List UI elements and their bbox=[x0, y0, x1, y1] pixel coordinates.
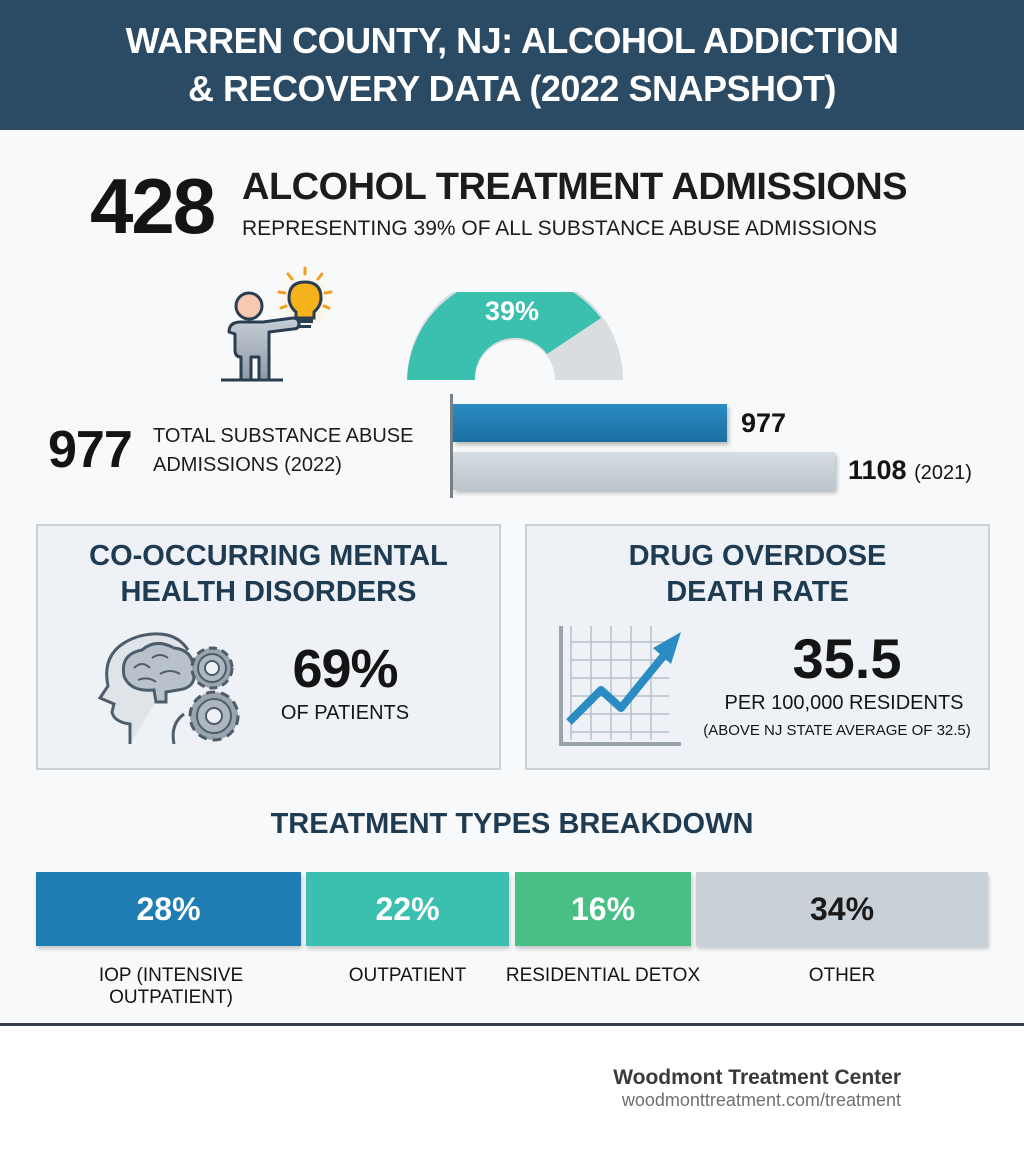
total-admissions-label-line1: TOTAL SUBSTANCE ABUSE bbox=[153, 425, 414, 447]
total-admissions-count: 977 bbox=[48, 421, 132, 479]
overdose-rate-unit: PER 100,000 RESIDENTS bbox=[724, 692, 964, 714]
bar-2022-value: 977 bbox=[741, 408, 787, 438]
bar-2021-year: (2021) bbox=[914, 462, 972, 484]
rising-chart-icon bbox=[557, 624, 691, 748]
header-banner bbox=[0, 0, 1024, 130]
label-residential-detox: RESIDENTIAL DETOX bbox=[505, 965, 701, 986]
gauge-percent-label: 39% bbox=[484, 296, 540, 326]
overdose-title-line1: DRUG OVERDOSE bbox=[628, 540, 887, 572]
mental-health-title-line1: CO-OCCURRING MENTAL bbox=[89, 540, 448, 572]
footer-org-name: Woodmont Treatment Center bbox=[613, 1066, 901, 1089]
footer-url[interactable]: woodmonttreatment.com/treatment bbox=[621, 1090, 901, 1110]
treatment-types-title: TREATMENT TYPES BREAKDOWN bbox=[270, 808, 754, 840]
bar-2021-value bbox=[848, 455, 972, 486]
overdose-card bbox=[525, 524, 990, 770]
label-other: OTHER bbox=[808, 965, 876, 986]
title-line-1: WARREN COUNTY, NJ: ALCOHOL ADDICTION bbox=[125, 20, 899, 61]
segment-residential-detox: 16% bbox=[515, 872, 691, 946]
title-line-2: & RECOVERY DATA (2022 SNAPSHOT) bbox=[188, 68, 836, 109]
person-lightbulb-icon bbox=[215, 262, 340, 384]
bar-2021 bbox=[453, 452, 835, 490]
bar-2022 bbox=[453, 404, 727, 442]
mental-health-percent: 69% bbox=[292, 639, 398, 699]
alcohol-admissions-count: 428 bbox=[90, 162, 215, 250]
label-iop: IOP (INTENSIVE OUTPATIENT) bbox=[98, 965, 244, 1008]
mental-health-subtitle: OF PATIENTS bbox=[280, 702, 410, 724]
overdose-rate: 35.5 bbox=[792, 627, 902, 690]
label-outpatient: OUTPATIENT bbox=[348, 965, 467, 986]
overdose-rate-note: (ABOVE NJ STATE AVERAGE OF 32.5) bbox=[703, 722, 971, 739]
mental-health-title bbox=[38, 538, 499, 610]
segment-other: 34% bbox=[696, 872, 988, 946]
overdose-title bbox=[527, 538, 988, 610]
mental-health-title-line2: HEALTH DISORDERS bbox=[120, 576, 417, 608]
overdose-title-line2: DEATH RATE bbox=[666, 576, 849, 608]
total-admissions-label-line2: ADMISSIONS (2022) bbox=[153, 454, 342, 476]
total-admissions-label bbox=[153, 422, 413, 480]
brain-gears-icon bbox=[90, 628, 240, 746]
alcohol-admissions-subtitle: REPRESENTING 39% OF ALL SUBSTANCE ABUSE ADMISSIONS bbox=[242, 217, 877, 240]
alcohol-admissions-title: ALCOHOL TREATMENT ADMISSIONS bbox=[242, 166, 908, 208]
segment-iop: 28% bbox=[36, 872, 301, 946]
bar-2021-number: 1108 bbox=[848, 455, 907, 485]
mental-health-card bbox=[36, 524, 501, 770]
segment-outpatient: 22% bbox=[306, 872, 509, 946]
